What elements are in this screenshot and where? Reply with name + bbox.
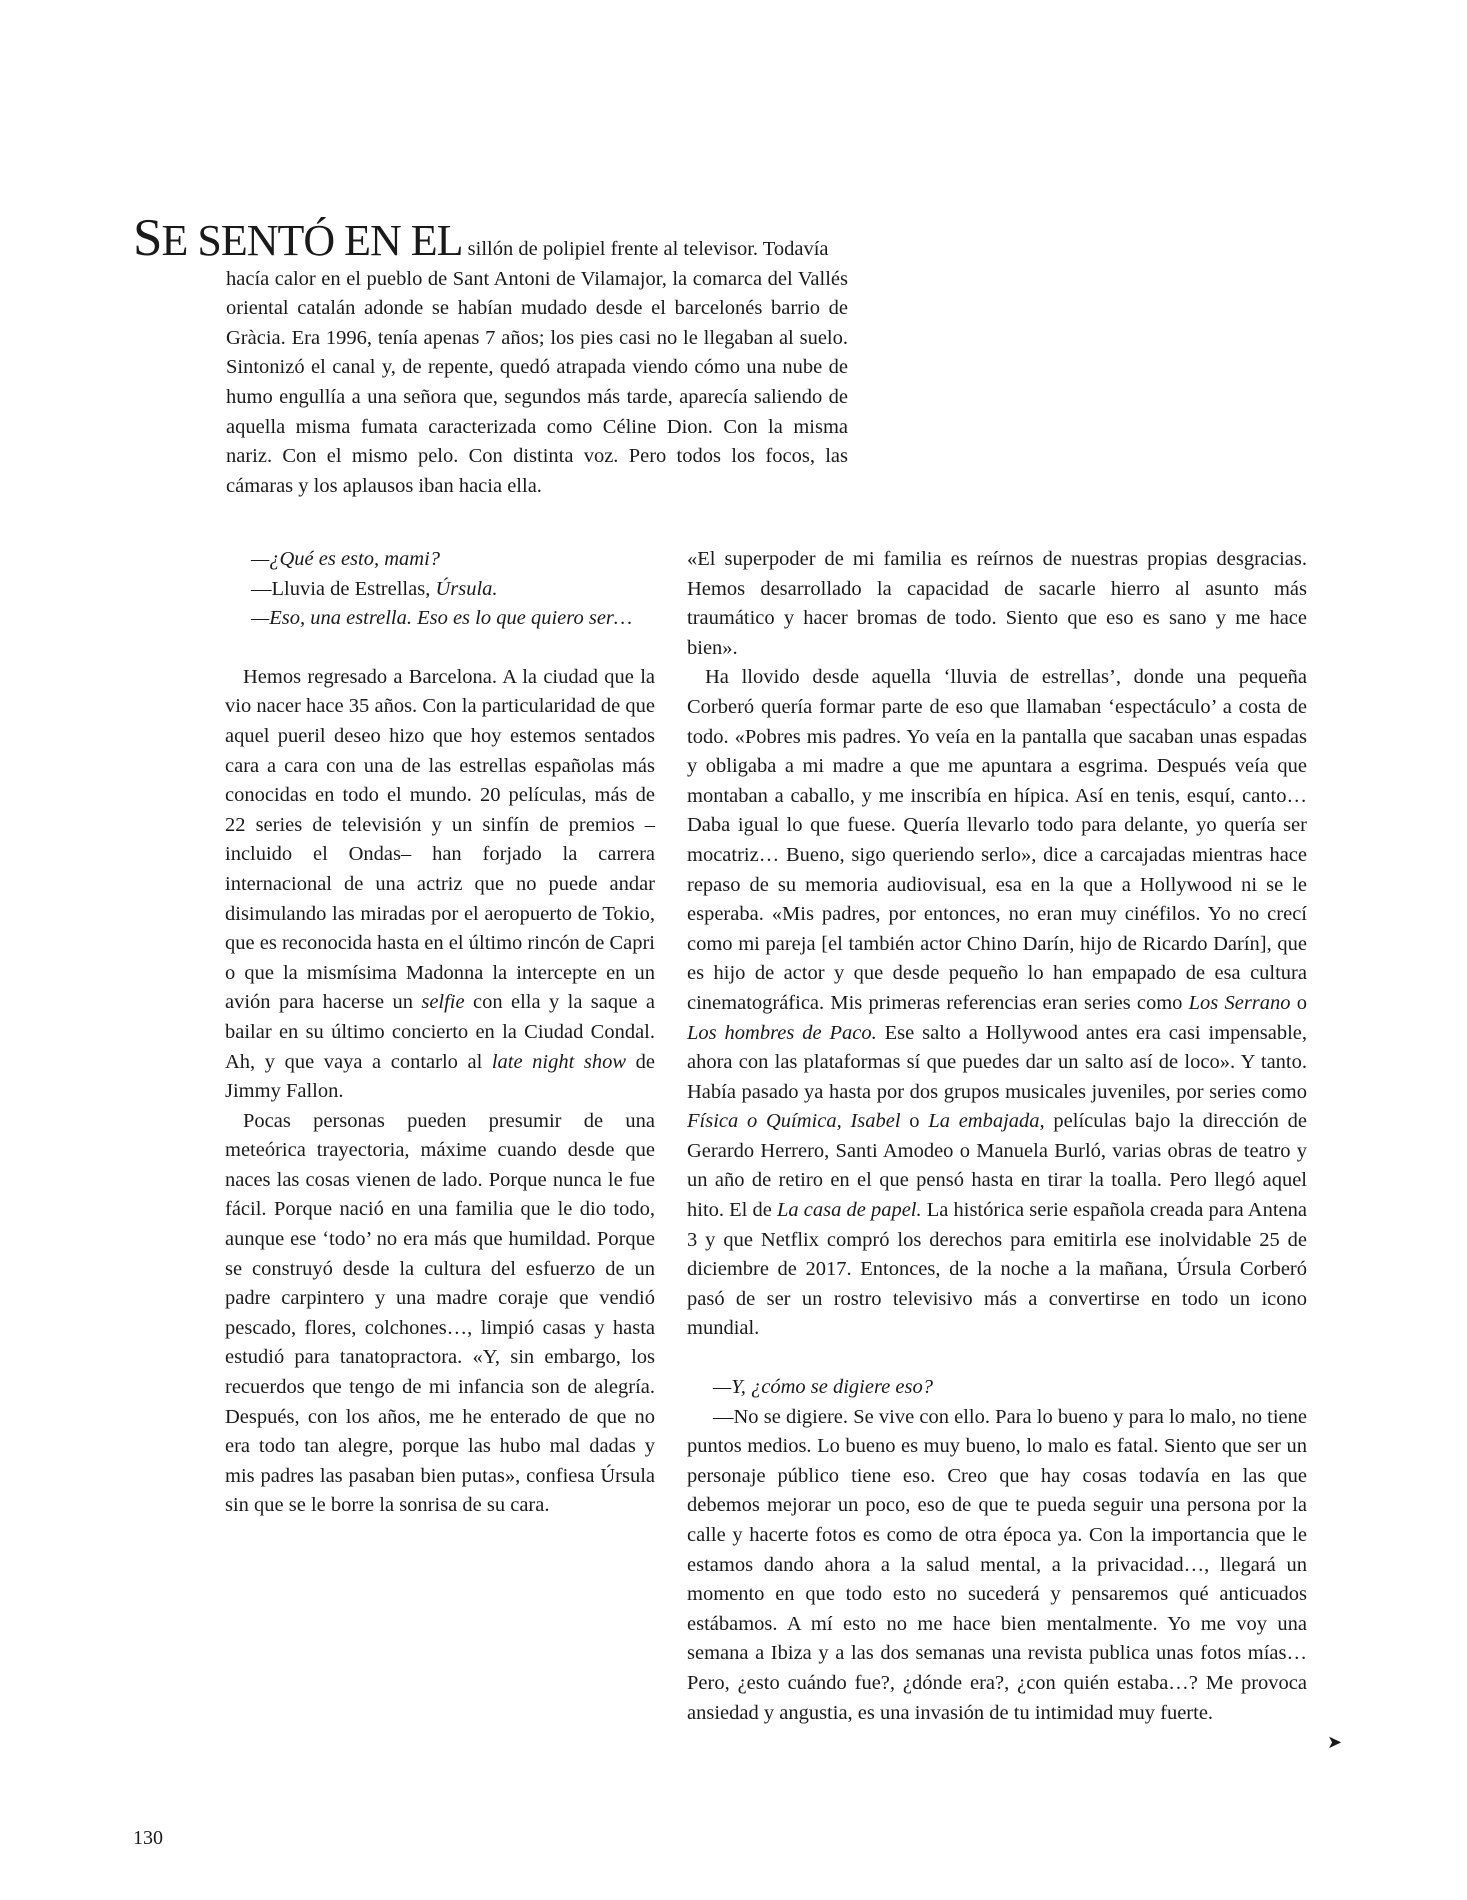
page-number: 130 — [133, 1827, 163, 1849]
dialog-line-1-text: —¿Qué es esto, mami? — [251, 548, 441, 570]
left-paragraph-2: Pocas personas pueden presumir de una meteórica trayectoria, máxime cuando desde que naces las cosas vienen de lado. Porque nunca le fue fácil. Porque nació en una familia que le dio todo, aunque ese ‘todo’ no era más que humildad. Porque se construyó desde la cultura del esfuerzo de un padre carpintero y una madre coraje que vendió pescado, flores, colchones…, limpió casas y hasta estudió para tanatopractora. «Y, sin embargo, los recuerdos que tengo de mi infancia son de alegría. Después, con los años, me he enterado de que no era todo tan alegre, porque las hubo mal dadas y mis padres las pasaban bien putas», confiesa Úrsula sin que se le borre la sonrisa de su cara. — [225, 1109, 655, 1517]
left-p1-selfie: selfie — [421, 991, 465, 1014]
interview-answer: —No se digiere. Se vive con ello. Para lo bueno y para lo malo, no tiene puntos medios. Lo bueno es muy bueno, lo malo es fatal. Siento que ser un personaje público tiene eso. Creo que hay cosas todavía en las que debemos mejorar un poco, eso de que te pueda seguir una persona por la calle y hacerte fotos es como de otra época ya. Con la importancia que le estamos dando ahora a la salud mental, a la privacidad…, llegará un momento en que todo esto no sucederá y pensaremos qué anticuados estábamos. A mí esto no me hace bien mentalmente. Yo me voy una semana a Ibiza y a las dos semanas una revista publica unas fotos mías… Pero, ¿esto cuándo fue?, ¿dónde era?, ¿con quién estaba…? Me provoca ansiedad y angustia, es una invasión de tu intimidad muy fuerte. — [687, 1405, 1307, 1724]
right-p2-paco: Los hombres de Paco. — [687, 1021, 877, 1044]
left-p1-text-a: Hemos regresado a Barcelona. A la ciudad que la vio nacer hace 35 años. Con la particularidad de que aquel pueril deseo hizo que hoy estemos sentados cara a cara con una de las estrellas españolas más conocidas en todo el mundo. 20 películas, más de 22 series de televisión y un sinfín de premios –incluido el Ondas– han forjado la carrera internacional de una actriz que no puede andar disimulando las miradas por el aeropuerto de Tokio, que es reconocida hasta en el último rincón de Capri o que la mismísima Madonna la intercepte en un avión para hacerse un — [225, 665, 655, 1014]
right-p2-text-b: Ese salto a Hollywood antes era casi impensable, ahora con las plataformas sí que puedes dar un salto así de loco». Y tanto. Había pasado ya hasta por dos grupos musicales juveniles, por series como — [687, 1021, 1307, 1103]
dialog-line-2-text: —Lluvia de Estrellas, — [251, 577, 436, 600]
right-p2-text-c: películas bajo la dirección de Gerardo Herrero, Santi Amodeo o Manuela Burló, varias obras de teatro y un año de retiro en el que pensó hasta en tirar la toalla. Pero llegó aquel hito. El de — [687, 1110, 1307, 1222]
right-p2-serrano: Los Serrano — [1188, 991, 1291, 1014]
dialog-line-1 — [251, 545, 655, 575]
intro-first-line — [133, 209, 848, 267]
drop-cap-initial: S — [133, 209, 162, 267]
dialog-line-3-text: —Eso, una estrella. Eso es lo que quiero ser… — [251, 607, 633, 630]
right-p2-fisica: Física o Química, Isabel — [687, 1110, 901, 1133]
drop-cap — [133, 209, 463, 267]
interview-question — [687, 1373, 1307, 1403]
continue-arrow-icon: ➤ — [1327, 1732, 1343, 1752]
interview-qa — [687, 1373, 1307, 1728]
left-p1-text-b: con ella y la saque a bailar en su último concierto en la Ciudad Condal. Ah, y que vaya a contarlo al — [225, 991, 655, 1073]
dialog-line-2-italic: Úrsula. — [435, 577, 498, 600]
intro-paragraph — [133, 209, 848, 501]
opening-dialog — [225, 545, 655, 634]
right-p2-o1: o — [1290, 991, 1308, 1014]
left-p1-show: late night show — [491, 1050, 627, 1073]
drop-cap-smallcaps: E SENTÓ EN EL — [161, 216, 463, 265]
intro-body: hacía calor en el pueblo de Sant Antoni de Vilamajor, la comarca del Vallés oriental catalán adonde se habían mudado desde el barcelonés barrio de Gràcia. Era 1996, tenía apenas 7 años; los pies casi no le llegaban al suelo. Sintonizó el canal y, de repente, quedó atrapada viendo cómo una nube de humo engullía a una señora que, segundos más tarde, aparecía saliendo de aquella misma fumata caracterizada como Céline Dion. Con la misma nariz. Con el mismo pelo. Con distinta voz. Pero todos los focos, las cámaras y los aplausos iban hacia ella. — [226, 267, 848, 497]
intro-first-line-text: sillón de polipiel frente al televisor. Todavía — [462, 238, 829, 260]
left-p1-text-c: de Jimmy Fallon. — [225, 1050, 655, 1103]
right-p2-casa: La casa de papel. — [776, 1199, 922, 1222]
left-column — [225, 545, 655, 1521]
right-paragraph-1: «El superpoder de mi familia es reírnos de nuestras propias desgracias. Hemos desarrollado la capacidad de sacarle hierro al asunto más traumático y hacer bromas de todo. Siento que eso es sano y me hace bien». — [687, 548, 1307, 659]
right-column — [687, 545, 1307, 1728]
dialog-line-2 — [251, 575, 655, 605]
right-p2-text-a: Ha llovido desde aquella ‘lluvia de estrellas’, donde una pequeña Corberó quería formar parte de eso que llamaban ‘espectáculo’ a costa de todo. «Pobres mis padres. Yo veía en la pantalla que sacaban unas espadas y obligaba a mi madre a que me apuntara a esgrima. Después veía que montaban a caballo, y me inscribía en hípica. Así en tenis, esquí, canto… Daba igual lo que fuese. Quería llevarlo todo para delante, yo quería ser mocatriz… Bueno, sigo queriendo serlo», dice a carcajadas mientras hace repaso de su memoria audiovisual, esa en la que a Hollywood ni se le esperaba. «Mis padres, por entonces, no eran muy cinéfilos. Yo no crecí como mi pareja [el también actor Chino Darín, hijo de Ricardo Darín], que es hijo de actor y que desde pequeño lo han empapado de esa cultura cinematográfica. Mis primeras referencias eran series como — [687, 666, 1307, 1014]
right-paragraph-2 — [687, 663, 1307, 1344]
right-p2-text-d: La histórica serie española creada para Antena 3 y que Netflix compró los derechos para emitirla ese inolvidable 25 de diciembre de 2017. Entonces, de la noche a la mañana, Úrsula Corberó pasó de ser un rostro televisivo más a convertirse en todo un icono mundial. — [687, 1199, 1307, 1340]
dialog-line-3 — [251, 604, 655, 634]
interview-question-text: —Y, ¿cómo se digiere eso? — [713, 1376, 933, 1399]
left-paragraph-1 — [225, 663, 655, 1107]
right-p2-o2: o — [900, 1110, 929, 1133]
right-p2-embajada: La embajada, — [928, 1110, 1045, 1133]
